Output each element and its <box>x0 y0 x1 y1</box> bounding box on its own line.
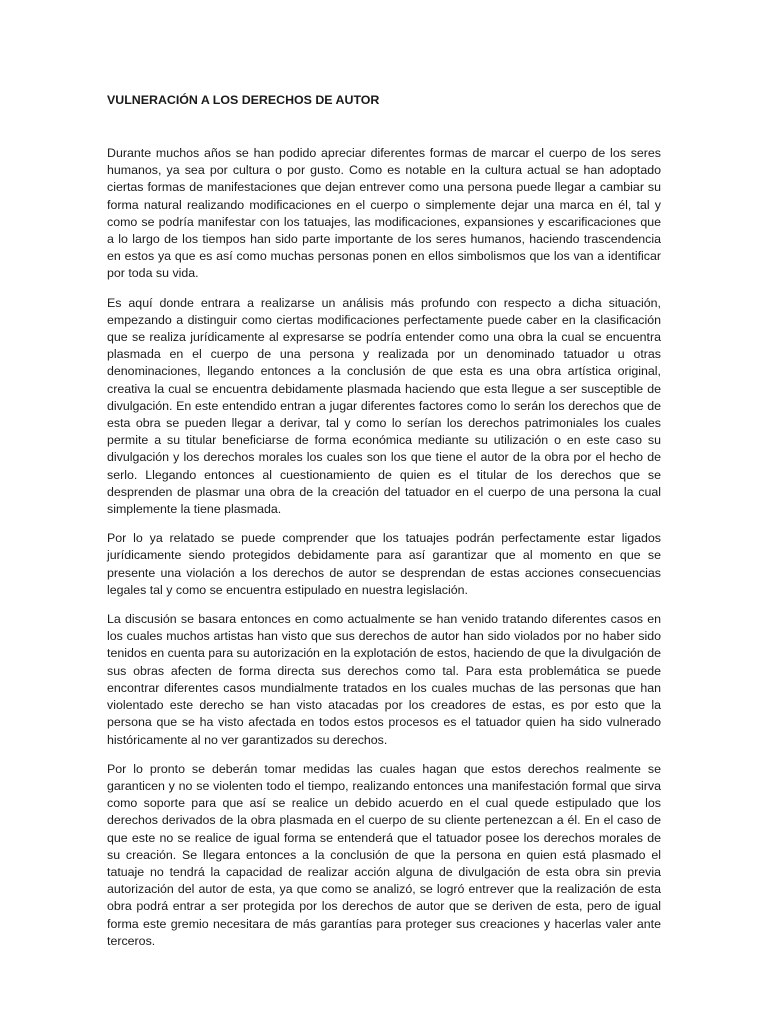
document-title: VULNERACIÓN A LOS DERECHOS DE AUTOR <box>107 93 380 107</box>
paragraph-1: Durante muchos años se han podido apreciar diferentes formas de marcar el cuerpo de los seres humanos, ya sea por cultura o por gusto. Como es notable en la cultura actual se han adoptado ciertas formas de manifestaciones que dejan entrever como una persona puede llegar a cambiar su forma natural realizando modificaciones en el cuerpo o simplemente dejar una marca en él, tal y como se podría manifestar con los tatuajes, las modificaciones, expansiones y escarificaciones que a lo largo de los tiempos han sido parte importante de los seres humanos, haciendo trascendencia en estos ya que es así como muchas personas ponen en ellos simbolismos que los van a identificar por toda su vida. <box>107 146 661 281</box>
paragraph-3: Por lo ya relatado se puede comprender que los tatuajes podrán perfectamente estar ligados jurídicamente siendo protegidos debidamente para así garantizar que al momento en que se presente una violación a los derechos de autor se desprendan de estas acciones consecuencias legales tal y como se encuentra estipulado en nuestra legislación. <box>107 531 661 597</box>
document-body <box>107 92 661 962</box>
paragraph-5: Por lo pronto se deberán tomar medidas las cuales hagan que estos derechos realmente se garanticen y no se violenten todo el tiempo, realizando entonces una manifestación formal que sirva como soporte para que así se realice un debido acuerdo en el cual quede estipulado que los derechos derivados de la obra plasmada en el cuerpo de su cliente pertenezcan a él. En el caso de que este no se realice de igual forma se entenderá que el tatuador posee los derechos morales de su creación. Se llegara entonces a la conclusión de que la persona en quien está plasmado el tatuaje no tendrá la capacidad de realizar acción alguna de divulgación de esta obra sin previa autorización del autor de esta, ya que como se analizó, se logró entrever que la realización de esta obra podrá entrar a ser protegida por los derechos de autor que se deriven de esta, pero de igual forma este gremio necesitara de más garantías para proteger sus creaciones y hacerlas valer ante terceros. <box>107 761 661 948</box>
paragraph-2: Es aquí donde entrara a realizarse un análisis más profundo con respecto a dicha situación, empezando a distinguir como ciertas modificaciones perfectamente puede caber en la clasificación que se realiza jurídicamente al expresarse se podría entender como una obra la cual se encuentra plasmada en el cuerpo de una persona y realizada por un denominado tatuador u otras denominaciones, llegando entonces a la conclusión de que esta es una obra artística original, creativa la cual se encuentra debidamente plasmada haciendo que esta llegue a ser susceptible de divulgación. En este entendido entran a jugar diferentes factores como lo serán los derechos que de esta obra se pueden llegar a derivar, tal y como lo serían los derechos patrimoniales los cuales permite a su titular beneficiarse de forma económica mediante su utilización o en este caso su divulgación y los derechos morales los cuales son los que tiene el autor de la obra por el hecho de serlo. Llegando entonces al cuestionamiento de quien es el titular de los derechos que se desprenden de plasmar una obra de la creación del tatuador en el cuerpo de una persona la cual simplemente la tiene plasmada. <box>107 295 661 517</box>
paragraph-4: La discusión se basara entonces en como actualmente se han venido tratando diferentes casos en los cuales muchos artistas han visto que sus derechos de autor han sido violados por no haber sido tenidos en cuenta para su autorización en la explotación de estos, haciendo de que la divulgación de sus obras afecten de forma directa sus derechos como tal. Para esta problemática se puede encontrar diferentes casos mundialmente tratados en los cuales muchas de las personas que han violentado este derecho se han visto atacadas por los creadores de estas, es por esto que la persona que se ha visto afectada en todos estos procesos es el tatuador quien ha sido vulnerado históricamente al no ver garantizados su derechos. <box>107 612 661 747</box>
